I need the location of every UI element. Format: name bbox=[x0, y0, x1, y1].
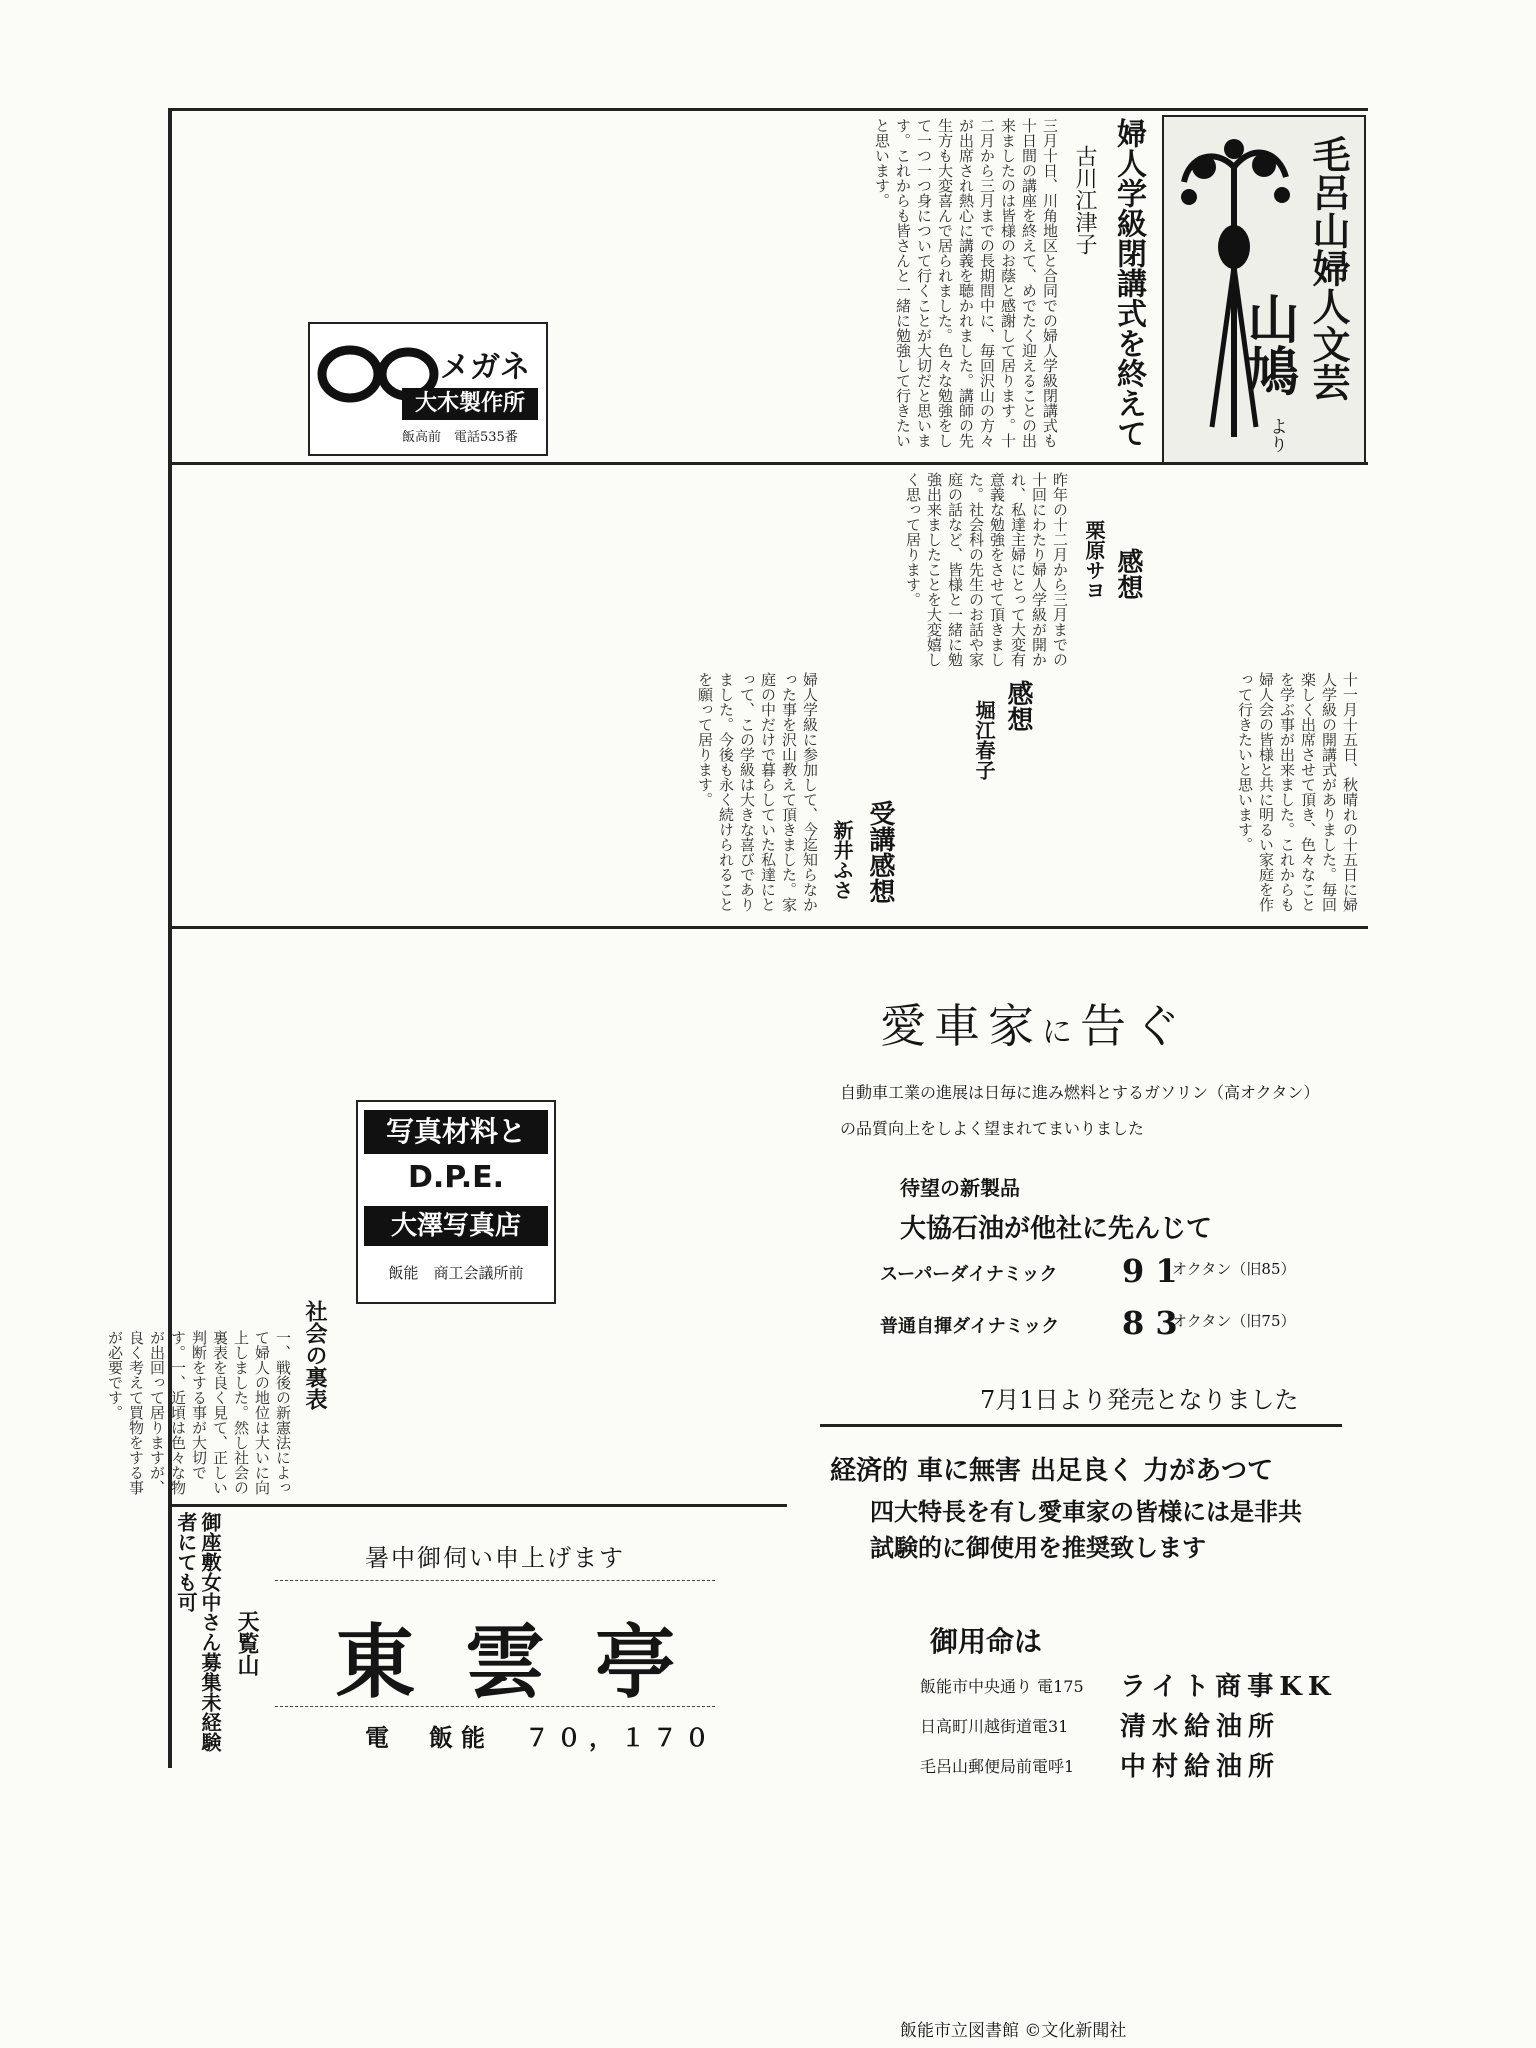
tree-figure-illustration bbox=[1174, 127, 1299, 447]
article4-title: 受講感想 bbox=[865, 800, 895, 904]
car-ad-features2: 四大特長を有し愛車家の皆様には是非共 bbox=[870, 1497, 1302, 1526]
car-ad-features: 経済的 車に無害 出足良く 力があつて bbox=[830, 1456, 1274, 1486]
article3-body: 十一月十五日、秋晴れの十五日に婦人学級の開講式がありました。毎回楽しく出席させて頂き、色々なことを学ぶ事が出来ました。これからも婦人会の皆様と共に明るい家庭を作って行きたいと思います。 bbox=[1236, 672, 1359, 912]
article2-title: 感想 bbox=[1113, 548, 1143, 600]
product2-name: 普通自揮ダイナミック bbox=[880, 1316, 1060, 1337]
car-ad-company-line: 大協石油が他社に先んじて bbox=[900, 1214, 1213, 1244]
middle-body-left bbox=[178, 472, 598, 920]
car-ad bbox=[800, 940, 1362, 1500]
lower-body-left bbox=[178, 936, 348, 1316]
restaurant-dash-bottom bbox=[275, 1706, 715, 1707]
header-subtitle: 山鳩 bbox=[1238, 292, 1299, 396]
article4-author: 新井ふさ bbox=[830, 820, 854, 900]
article3-title: 感想 bbox=[1003, 680, 1033, 732]
article2-author: 栗原サヨ bbox=[1082, 520, 1106, 600]
lower-body-right bbox=[560, 936, 780, 1496]
car-ad-new-label: 待望の新製品 bbox=[900, 1176, 1020, 1200]
article4-body: 婦人学級に参加して、今迄知らなかった事を沢山教えて頂きました。家庭の中だけで暮らしていた私達にとって、この学級は大きな喜びでありました。今後も永く続けられることを願って居ります。 bbox=[696, 672, 819, 912]
article1-body-continued bbox=[178, 118, 598, 318]
section-rule-2 bbox=[172, 926, 1368, 929]
footer-credit: 飯能市立図書館 ©文化新聞社 bbox=[900, 2021, 1127, 2041]
article1-author: 古川江津子 bbox=[1072, 145, 1097, 255]
article1-title: 婦人学級閉講式を終えて bbox=[1111, 118, 1146, 448]
left-margin-rule bbox=[168, 108, 172, 1768]
megane-ad bbox=[308, 322, 548, 456]
article3-author: 堀江春子 bbox=[972, 700, 996, 780]
article5-body: 一、戦後の新憲法によって婦人の地位は大いに向上しました。然し社会の裏表を良く見て、正しい判断をする事が大切です。一、近頃は色々な物が出回って居りますが、良く考えて買物をする事が必要です。 bbox=[106, 1330, 292, 1495]
megane-shop: 大木製作所 bbox=[402, 388, 538, 420]
header-title: 毛呂山婦人文芸 bbox=[1306, 135, 1351, 401]
car-ad-features3: 試験的に御使用を推奨致します bbox=[870, 1533, 1206, 1562]
article5-title: 社会の裏表 bbox=[302, 1300, 328, 1410]
article5-body-continued bbox=[335, 1320, 555, 1498]
car-ad-headline: 愛車家に告ぐ bbox=[880, 999, 1188, 1053]
car-ad-order-label: 御用命は bbox=[930, 1625, 1043, 1658]
photo-ad-line1: 写真材料と bbox=[364, 1110, 548, 1154]
restaurant-name: 東雲亭 bbox=[335, 1615, 725, 1709]
article2-body: 昨年の十二月から三月までの十回にわたり婦人学級が開かれ、私達主婦にとって大変有意義な勉強をさせて頂きました。社会科の先生のお話や家庭の話など、皆様と一緒に勉強出来ましたことを大変嬉しく思って居ります。 bbox=[904, 472, 1069, 667]
article1-body: 三月十日、川角地区と合同での婦人学級閉講式も十日間の講座を終えて、めでたく迎えることの出来ましたのは皆様のお蔭と感謝して居ります。十二月から三月までの長期間中に、毎回沢山の方々が出席され熱心に講義を聴かれました。講師の先生方も大変喜んで居られました。色々な勉強をして一つ一つ身について行くことが大切だと思います。これからも皆さんと一緒に勉強して行きたいと思います。 bbox=[873, 118, 1059, 448]
dealer-row: 毛呂山郵便局前電呼1 中村給油所 bbox=[920, 1752, 1281, 1782]
product2-num: 8 3 bbox=[1122, 1304, 1178, 1342]
dealer-row: 飯能市中央通り 電175 ライト商事KK bbox=[920, 1672, 1337, 1702]
megane-address: 飯高前 電話535番 bbox=[402, 430, 518, 445]
car-ad-intro1: 自動車工業の進展は日毎に進み燃料とするガソリン（高オクタン） bbox=[840, 1083, 1320, 1102]
car-ad-intro2: の品質向上をしよく望まれてまいりました bbox=[840, 1119, 1145, 1138]
header-suffix: より bbox=[1267, 417, 1288, 453]
photo-ad-shop: 大澤写真店 bbox=[364, 1206, 548, 1246]
product1-unit: オクタン（旧85） bbox=[1172, 1260, 1296, 1278]
restaurant-phone: 電 飯能 ７０，１７０ bbox=[365, 1723, 717, 1752]
top-rule bbox=[168, 108, 1368, 111]
megane-label: メガネ bbox=[440, 350, 530, 385]
header-panel bbox=[1162, 115, 1366, 464]
car-ad-rule bbox=[820, 1424, 1342, 1427]
product1-name: スーパーダイナミック bbox=[880, 1264, 1058, 1285]
photo-ad-address: 飯能 商工会議所前 bbox=[388, 1264, 524, 1282]
car-ad-release: 7月1日より発売となりました bbox=[980, 1386, 1299, 1414]
restaurant-place: 天覧山 bbox=[234, 1610, 260, 1676]
photo-ad-line2: D.P.E. bbox=[407, 1160, 505, 1195]
dealer-row: 日高町川越街道電31 清水給油所 bbox=[920, 1712, 1281, 1742]
restaurant-dash-top bbox=[275, 1580, 715, 1581]
restaurant-ad bbox=[215, 1508, 785, 1768]
product1-num: 9 1 bbox=[1122, 1252, 1178, 1290]
photo-ad bbox=[356, 1100, 556, 1304]
restaurant-greeting: 暑中御伺い申上げます bbox=[365, 1544, 625, 1572]
restaurant-recruit: 御座敷女中さん募集未経験者にても可 bbox=[174, 1512, 222, 1752]
section-rule-3 bbox=[172, 1504, 787, 1507]
dealer-list bbox=[920, 1664, 1360, 1784]
section-rule-1 bbox=[172, 462, 1368, 465]
product2-unit: オクタン（旧75） bbox=[1172, 1312, 1296, 1330]
article2-body-right bbox=[1150, 472, 1360, 672]
